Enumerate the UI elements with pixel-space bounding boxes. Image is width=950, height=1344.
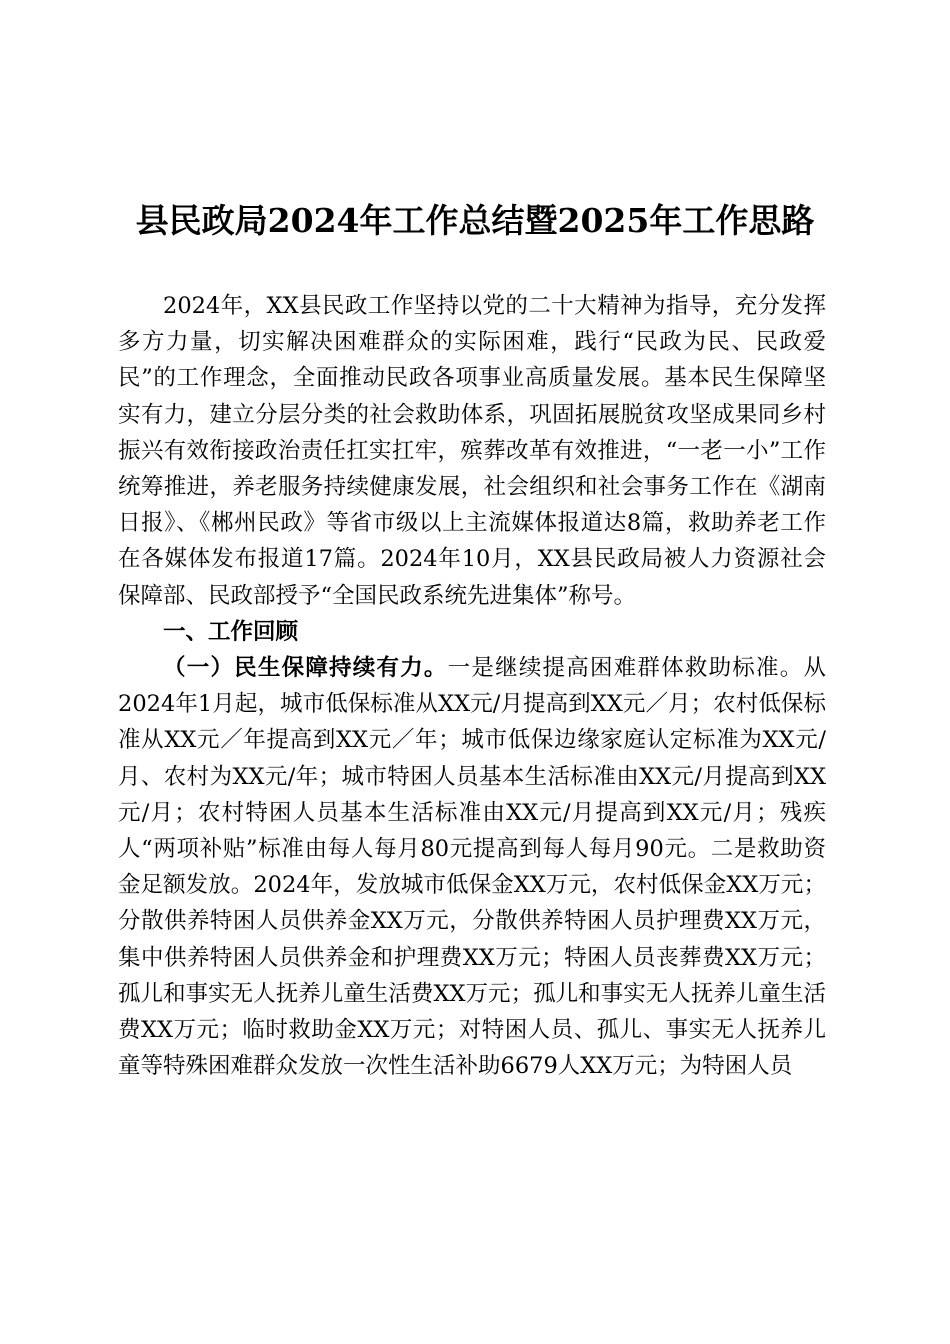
intro-paragraph: 2024年，XX县民政工作坚持以党的二十大精神为指导，充分发挥多方力量，切实解决困难群众的实际困难，践行“民政为民、民政爱民”的工作理念，全面推动民政各项事业高质量发展。基本民生保障坚实有力，建立分层分类的社会救助体系，巩固拓展脱贫攻坚成果同乡村振兴有效衔接政治责任扛实扛牢，殡葬改革有效推进，“一老一小”工作统筹推进，养老服务持续健康发展，社会组织和社会事务工作在《湖南日报》、《郴州民政》等省市级以上主流媒体报道达8篇，救助养老工作在各媒体发布报道17篇。2024年10月，XX县民政局被人力资源社会保障部、民政部授予“全国民政系统先进集体”称号。 (118, 293, 826, 609)
document-title: 县民政局2024年工作总结暨2025年工作思路 (135, 201, 815, 240)
section-heading-work-review: 一、工作回顾 (163, 618, 299, 645)
subsection-lead: （一）民生保障持续有力。 (163, 655, 448, 682)
subsection-paragraph-livelihood (118, 650, 826, 1084)
document-body (118, 288, 826, 1084)
subsection-text: 一是继续提高困难群体救助标准。从2024年1月起，城市低保标准从XX元/月提高到XX元／月；农村低保标准从XX元／年提高到XX元／年；城市低保边缘家庭认定标准为XX元/月、农村为XX元/年；城市特困人员基本生活标准由XX元/月提高到XX元/月；农村特困人员基本生活标准由XX元/月提高到XX元/月；残疾人“两项补贴”标准由每人每月80元提高到每人每月90元。二是救助资金足额发放。2024年，发放城市低保金XX万元，农村低保金XX万元；分散供养特困人员供养金XX万元，分散供养特困人员护理费XX万元，集中供养特困人员供养金和护理费XX万元；特困人员丧葬费XX万元；孤儿和事实无人抚养儿童生活费XX万元；孤儿和事实无人抚养儿童生活费XX万元；临时救助金XX万元；对特困人员、孤儿、事实无人抚养儿童等特殊困难群众发放一次性生活补助6679人XX万元；为特困人员 (118, 655, 826, 1080)
